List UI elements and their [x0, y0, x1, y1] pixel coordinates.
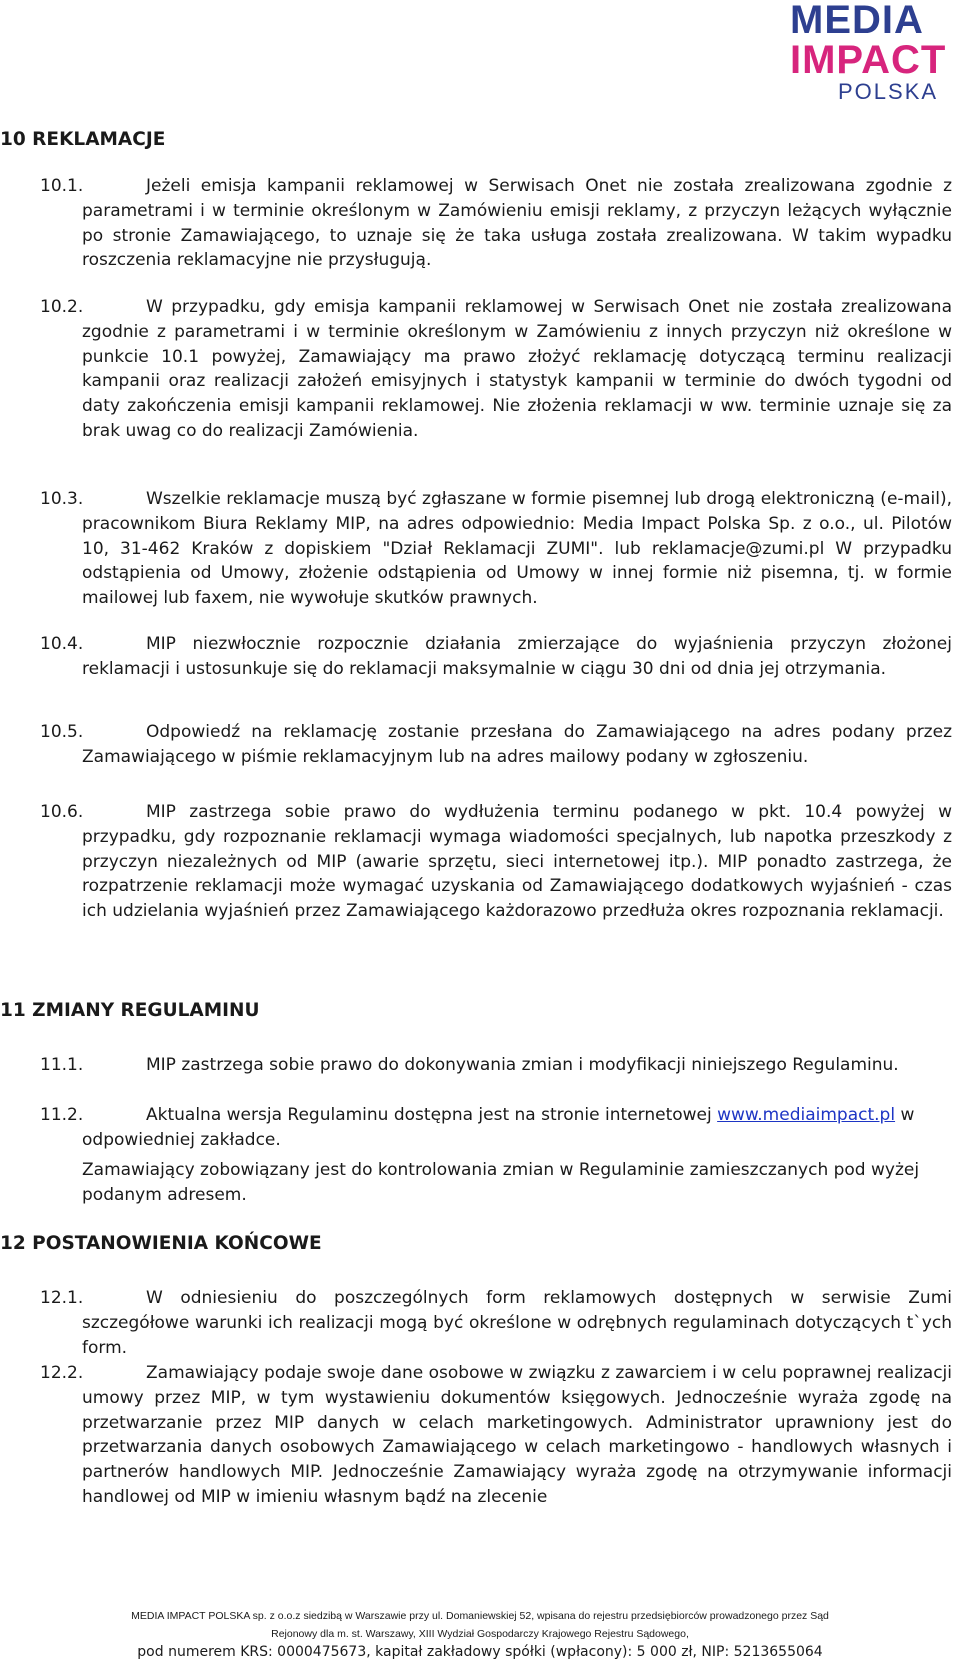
paragraph-number: 10.3.: [40, 489, 84, 509]
paragraph-text: MIP zastrzega sobie prawo do wydłużenia terminu podanego w pkt. 10.4 powyżej w przypadku, gdy rozpoznanie reklamacji wymaga wiadomości specjalnych, lub napotka przeszkody z przyczyn niezależnych od MIP (awarie sprzętu, sieci internetowej itp.). MIP ponadto zastrzega, że rozpatrzenie reklamacji może wymagać uzyskania od Zamawiającego dodatkowych wyjaśnień - czas ich udzielania wyjaśnień przez Zamawiającego każdorazowo przedłuża okres rozpoznania reklamacji.: [82, 802, 952, 922]
paragraph-11-note: [40, 1158, 952, 1208]
section-11-heading: 11 ZMIANY REGULAMINU: [0, 1000, 260, 1021]
paragraph-11-2: [40, 1103, 952, 1153]
paragraph-number: 10.4.: [40, 634, 84, 654]
paragraph-12-2: [40, 1361, 952, 1510]
footer-company-info-line1: MEDIA IMPACT POLSKA sp. z o.o.z siedzibą w Warszawie przy ul. Domaniewskiej 52, wpisana do rejestru przedsiębiorców prowadzonego przez Sąd: [131, 1610, 829, 1622]
paragraph-text: Zamawiający zobowiązany jest do kontrolowania zmian w Regulaminie zamieszczanych pod wyżej podanym adresem.: [82, 1160, 920, 1205]
paragraph-text: W przypadku, gdy emisja kampanii reklamowej w Serwisach Onet nie została zrealizowana zgodnie z parametrami i w terminie określonym w Zamówieniu z innych przyczyn niż określone w punkcie 10.1 powyżej, Zamawiający ma prawo złożyć reklamację dotyczącą terminu realizacji kampanii oraz realizacji założeń emisyjnych i statystyk kampanii w terminie do dwóch tygodni od daty zakończenia emisji kampanii reklamowej. Nie złożenia reklamacji w ww. terminie uznaje się za brak uwag co do realizacji Zamówienia.: [82, 297, 952, 441]
paragraph-number: 10.6.: [40, 802, 84, 822]
paragraph-10-4: [40, 632, 952, 682]
footer-company-info-line2: Rejonowy dla m. st. Warszawy, XIII Wydział Gospodarczy Krajowego Rejestru Sądowego,: [271, 1628, 689, 1640]
paragraph-number: 10.2.: [40, 297, 84, 317]
media-impact-logo: [790, 0, 950, 104]
paragraph-10-1: [40, 174, 952, 273]
paragraph-text: Odpowiedź na reklamację zostanie przesłana do Zamawiającego na adres podany przez Zamawiającego w piśmie reklamacyjnym lub na adres mailowy podany w zgłoszeniu.: [82, 722, 952, 767]
section-10-heading: 10 REKLAMACJE: [0, 129, 166, 150]
logo-impact-text: IMPACT: [790, 38, 947, 82]
paragraph-text: Jeżeli emisja kampanii reklamowej w Serwisach Onet nie została zrealizowana zgodnie z parametrami i w terminie określonym w Zamówieniu emisji reklamy, z przyczyn leżących wyłącznie po stronie Zamawiającego, to uznaje się że taka usługa została zrealizowana. W takim wypadku roszczenia reklamacyjne nie przysługują.: [82, 176, 952, 271]
paragraph-number: 11.1.: [40, 1055, 84, 1075]
paragraph-12-1: [40, 1286, 952, 1360]
paragraph-text-before-link: Aktualna wersja Regulaminu dostępna jest na stronie internetowej: [146, 1105, 718, 1125]
paragraph-number: 10.5.: [40, 722, 84, 742]
logo-media-text: MEDIA: [790, 0, 924, 42]
paragraph-10-3: [40, 487, 952, 611]
mediaimpact-website-link[interactable]: www.mediaimpact.pl: [717, 1105, 896, 1125]
paragraph-text: Zamawiający podaje swoje dane osobowe w związku z zawarciem i w celu poprawnej realizacji umowy przez MIP, w tym wystawieniu dokumentów księgowych. Jednocześnie wyraża zgodę na przetwarzanie przez MIP danych w celach marketingowych. Administrator uprawniony jest do przetwarzania danych osobowych Zamawiającego w celach marketingowo - handlowych własnych i partnerów handlowych MIP. Jednocześnie Zamawiający wyraża zgodę na otrzymywanie informacji handlowej od MIP w imieniu własnym bądź na zlecenie: [82, 1363, 952, 1507]
paragraph-number: 12.2.: [40, 1363, 84, 1383]
paragraph-11-1: [40, 1053, 952, 1078]
section-12-heading: 12 POSTANOWIENIA KOŃCOWE: [0, 1233, 322, 1254]
footer-company-info-line3: pod numerem KRS: 0000475673, kapitał zakładowy spółki (wpłacony): 5 000 zł, NIP: 5213655064: [137, 1644, 823, 1660]
paragraph-text: W odniesieniu do poszczególnych form reklamowych dostępnych w serwisie Zumi szczegółowe warunki ich realizacji mogą być określone w odrębnych regulaminach dotyczących t`ych form.: [82, 1288, 952, 1358]
paragraph-number: 11.2.: [40, 1105, 84, 1125]
paragraph-text-after-link: w odpowiedniej zakładce.: [82, 1105, 915, 1150]
paragraph-10-2: [40, 295, 952, 444]
paragraph-number: 12.1.: [40, 1288, 84, 1308]
paragraph-text: Wszelkie reklamacje muszą być zgłaszane w formie pisemnej lub drogą elektroniczną (e-mail), pracownikom Biura Reklamy MIP, na adres odpowiednio: Media Impact Polska Sp. z o.o., ul. Pilotów 10, 31-462 Kraków z dopiskiem "Dział Reklamacji ZUMI". lub reklamacje@zumi.pl W przypadku odstąpienia od Umowy, złożenie odstąpienia od Umowy w innej formie niż pisemna, tj. w formie mailowej lub faxem, nie wywołuje skutków prawnych.: [82, 489, 952, 609]
paragraph-10-6: [40, 800, 952, 924]
logo-polska-text: POLSKA: [838, 79, 939, 104]
paragraph-text: MIP niezwłocznie rozpocznie działania zmierzające do wyjaśnienia przyczyn złożonej reklamacji i ustosunkuje się do reklamacji maksymalnie w ciągu 30 dni od dnia jej otrzymania.: [82, 634, 952, 679]
paragraph-text: MIP zastrzega sobie prawo do dokonywania zmian i modyfikacji niniejszego Regulaminu.: [146, 1055, 899, 1075]
paragraph-10-5: [40, 720, 952, 770]
paragraph-number: 10.1.: [40, 176, 84, 196]
